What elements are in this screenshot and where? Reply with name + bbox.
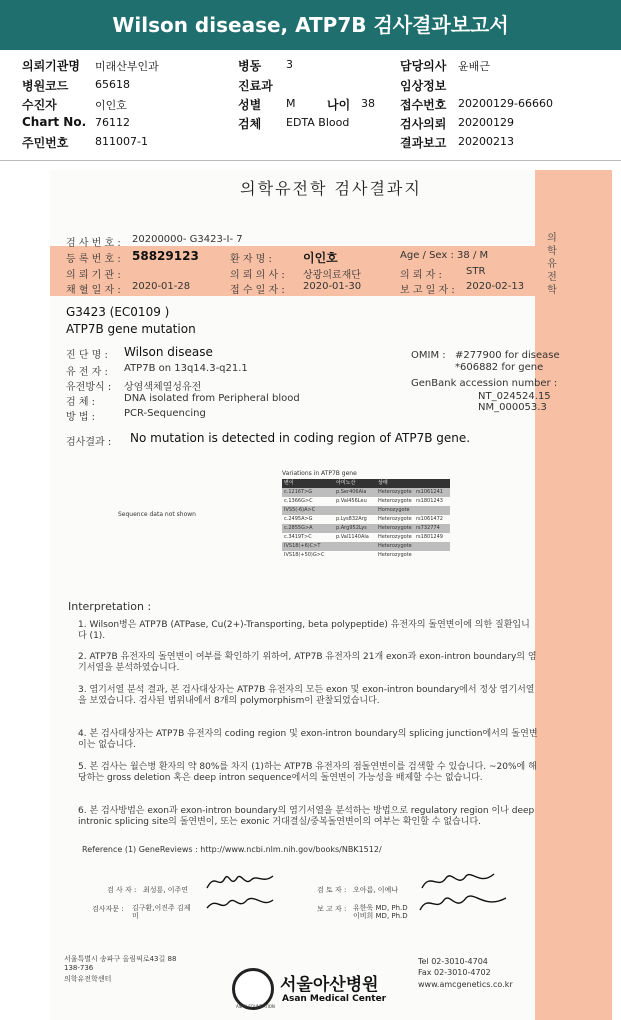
specimen-type-label: 검 체 : (66, 397, 96, 408)
reported-value: 20200213 (458, 135, 514, 148)
col-header: 아미노산 (336, 480, 356, 486)
variation-cell: Heterozygote (378, 489, 412, 495)
interpretation-label: Interpretation : (68, 600, 152, 613)
inheritance-label: 유전방식 : (66, 382, 112, 393)
requested-label: 검사의뢰 (400, 117, 447, 131)
variation-row (282, 497, 450, 506)
exam-no-value: 20200000- G3423-I- 7 (132, 234, 243, 245)
inspector-value: 김구환,이진주 김제미 (132, 904, 191, 920)
variation-cell: IVS18(+50)G>C (284, 552, 325, 558)
institution-label: 의 뢰 기 관 : (66, 270, 121, 281)
variation-cell: Heterozygote (378, 525, 412, 531)
variations-caption: Variations in ATP7B gene (282, 470, 357, 477)
gene-label: 유 전 자 : (66, 367, 108, 378)
variation-cell: Heterozygote (378, 498, 412, 504)
fax: Fax 02-3010-4702 (418, 968, 491, 977)
variation-cell: Heterozygote (378, 534, 412, 540)
hospital-name-en: Asan Medical Center (282, 994, 387, 1004)
accession-value: 20200129-66660 (458, 97, 553, 110)
address-line-1: 서울특별시 송파구 올림픽로43길 88 (64, 955, 177, 963)
id-label: 주민번호 (22, 136, 69, 150)
col-header: 변이 (284, 480, 294, 486)
inheritance-value: 상염색체열성유전 (124, 382, 202, 393)
age-label: 나이 (327, 98, 351, 112)
sex-value: M (286, 97, 296, 110)
receive-date: 2020-01-30 (303, 281, 362, 292)
interp-item-3: 3. 염기서열 분석 결과, 본 검사대상자는 ATP7B 유전자의 모든 exon 및 exon-intron boundary에서 정상 염기서열을 보였습니다. 검사된 범위내에서 8개의 polymorphism이 관찰되었습니다. (78, 685, 535, 706)
accession-label: 접수번호 (400, 98, 447, 112)
variation-cell: Heterozygote (378, 552, 412, 558)
variation-cell: Heterozygote (378, 543, 412, 549)
variation-row (282, 515, 450, 524)
requester-label: 의 뢰 자 : (400, 270, 442, 281)
variation-cell: rs1061241 (416, 489, 443, 495)
omim-gene: *606882 for gene (455, 362, 544, 373)
age-value: 38 (361, 97, 375, 110)
requested-value: 20200129 (458, 116, 514, 129)
diagnosis-label: 진 단 명 : (66, 350, 108, 361)
variation-cell: c.3419T>C (284, 534, 312, 540)
variation-cell: IVS5(-6)A>C (284, 507, 316, 513)
hospital-label: 의뢰기관명 (22, 59, 80, 73)
side-highlight-band (535, 170, 612, 1020)
id-value: 811007-1 (95, 135, 148, 148)
age-sex: Age / Sex : 38 / M (400, 250, 489, 261)
variation-row (282, 533, 450, 542)
test-name: ATP7B gene mutation (66, 322, 196, 336)
variation-cell (336, 506, 378, 515)
interp-item-1: 1. Wilson병은 ATP7B (ATPase, Cu(2+)-Transporting, beta polypeptide) 유전자의 돌연변이에 의한 질환입니다 (1). (78, 620, 530, 641)
variation-cell (416, 551, 450, 560)
interp-item-4: 4. 본 검사대상자는 ATP7B 유전자의 coding region 및 exon-intron boundary의 splicing junction에서의 돌연변이는 없습니다. (78, 729, 538, 750)
receive-label: 접 수 일 자 : (230, 285, 285, 296)
variation-cell: p.Lys832Arg (336, 516, 367, 522)
collect-date: 2020-01-28 (132, 281, 191, 292)
variation-cell: rs1801249 (416, 534, 443, 540)
variation-cell: p.Val456Leu (336, 498, 367, 504)
variation-row (282, 524, 450, 533)
code-value: 65618 (95, 78, 130, 91)
report-title: 의학유전학 검사결과지 (240, 179, 422, 198)
patient-value: 이인호 (95, 99, 127, 112)
patient-label: 수진자 (22, 98, 57, 112)
report-date-value: 2020-02-13 (466, 281, 525, 292)
hospital-name-kr: 서울아산병원 (280, 975, 379, 995)
examiner-label: 검 사 자 : (107, 886, 137, 894)
col-header: 상태 (378, 480, 388, 486)
method-value: PCR-Sequencing (124, 408, 206, 419)
logo-text: ASAN FOUNDATION (236, 1004, 275, 1009)
variations-table (282, 470, 450, 560)
variation-cell (336, 551, 378, 560)
interp-item-2: 2. ATP7B 유전자의 돌연변이 여부를 확인하기 위하여, ATP7B 유전자의 21개 exon과 exon-intron boundary의 염기서열을 분석하였습니다. (78, 652, 537, 673)
ward-label: 병동 (238, 59, 262, 73)
variation-cell: c.2855G>A (284, 525, 313, 531)
name-value: 이인호 (303, 251, 338, 265)
reviewer-value: 오아름, 이예나 (353, 886, 399, 894)
variation-cell: Heterozygote (378, 516, 412, 522)
variations-header-row (282, 479, 450, 488)
specimen-value: EDTA Blood (286, 116, 350, 129)
reference: Reference (1) GeneReviews : http://www.ncbi.nlm.nih.gov/books/NBK1512/ (82, 845, 382, 854)
exam-no-label: 검 사 번 호 : (66, 238, 121, 249)
method-label: 방 법 : (66, 412, 96, 423)
variation-cell: rs1061472 (416, 516, 443, 522)
side-label: 의학유전학 (547, 233, 557, 296)
genbank-nm: NM_000053.3 (478, 402, 547, 413)
interp-item-5: 5. 본 검사는 월슨병 환자의 약 80%를 차지 (1)하는 ATP7B 유전자의 점돌연변이를 검색할 수 있습니다. ~20%에 해당하는 gross deletion 혹은 deep intron sequence에서의 돌연변이 가능성을 배제할 수는 없습니다. (78, 762, 537, 783)
address-line-2: 138-736 (64, 964, 94, 972)
test-code: G3423 (EC0109 ) (66, 305, 170, 319)
genbank-nt: NT_024524.15 (478, 391, 551, 402)
specimen-type-value: DNA isolated from Peripheral blood (124, 393, 300, 404)
ward-value: 3 (286, 58, 293, 71)
col-header (416, 479, 450, 488)
inspector-signature (205, 892, 275, 916)
name-label: 환 자 명 : (230, 254, 272, 265)
variation-row (282, 488, 450, 497)
result-value: No mutation is detected in coding region of ATP7B gene. (130, 431, 471, 445)
inspector-label: 검사자문 : (92, 905, 124, 913)
examiner-signature (205, 870, 275, 894)
chart-value: 76112 (95, 116, 130, 129)
doctor-value: 윤배근 (458, 60, 490, 73)
report-date-label: 보 고 일 자 : (400, 285, 455, 296)
variation-cell (416, 506, 450, 515)
clinical-label: 임상정보 (400, 79, 447, 93)
variation-cell: IVS18(+6)C>T (284, 543, 321, 549)
variation-cell: p.Val1140Ala (336, 534, 369, 540)
variation-cell: Homozygote (378, 507, 410, 513)
gene-value: ATP7B on 13q14.3-q21.1 (124, 363, 248, 374)
reporter-value: 유한욱 MD, Ph.D 이비희 MD, Ph.D (353, 904, 408, 920)
doctor-label: 담당의사 (400, 59, 447, 73)
reported-label: 결과보고 (400, 136, 447, 150)
variation-cell: c.1366G>C (284, 498, 313, 504)
hospital-value: 미래산부인과 (95, 60, 159, 73)
variation-cell: p.Arg952Lys (336, 525, 367, 531)
variation-cell: c.2495A>G (284, 516, 313, 522)
variation-cell: rs732774 (416, 525, 440, 531)
requester-value: STR (466, 266, 486, 277)
reviewer-label: 검 토 자 : (317, 886, 347, 894)
examiner-value: 최성룡, 이주연 (143, 886, 189, 894)
physician-value: 상광의료재단 (303, 270, 361, 281)
omim-disease: #277900 for disease (455, 350, 560, 361)
reg-no-label: 등 록 번 호 : (66, 254, 121, 265)
dept-label: 진료과 (238, 79, 273, 93)
tel: Tel 02-3010-4704 (418, 957, 488, 966)
variation-row (282, 542, 450, 551)
diagnosis-value: Wilson disease (124, 345, 213, 359)
specimen-label: 검체 (238, 117, 262, 131)
omim-label: OMIM : (411, 350, 446, 361)
variation-row (282, 551, 450, 560)
interp-item-6: 6. 본 검사방법은 exon과 exon-intron boundary의 염기서열을 분석하는 방법으로 regulatory region 이나 deep intronic splicing site의 돌연변이, 또는 exonic 거대결실/중복돌연변이의 여부는 확인할 수 없습니다. (78, 806, 535, 827)
report-banner-title: Wilson disease, ATP7B 검사결과보고서 (0, 0, 621, 50)
genbank-label: GenBank accession number : (411, 378, 558, 389)
variation-row (282, 506, 450, 515)
sex-label: 성별 (238, 98, 262, 112)
website: www.amcgenetics.co.kr (418, 980, 513, 989)
result-label: 검사결과 : (66, 437, 112, 448)
reporter-label: 보 고 자 : (317, 905, 347, 913)
variation-cell: c.1216T>G (284, 489, 313, 495)
sequence-note: Sequence data not shown (118, 511, 196, 518)
patient-header (0, 50, 621, 161)
code-label: 병원코드 (22, 79, 69, 93)
chart-label: Chart No. (22, 115, 87, 129)
address-line-3: 의학유전학센터 (64, 975, 112, 983)
reporter-signature (418, 890, 508, 918)
variation-cell: p.Ser406Ala (336, 489, 367, 495)
variation-cell: rs1801243 (416, 498, 443, 504)
reg-no-value: 58829123 (132, 249, 199, 263)
physician-label: 의 뢰 의 사 : (230, 270, 285, 281)
variation-cell (416, 542, 450, 551)
collect-label: 채 혈 일 자 : (66, 285, 121, 296)
variation-cell (336, 542, 378, 551)
